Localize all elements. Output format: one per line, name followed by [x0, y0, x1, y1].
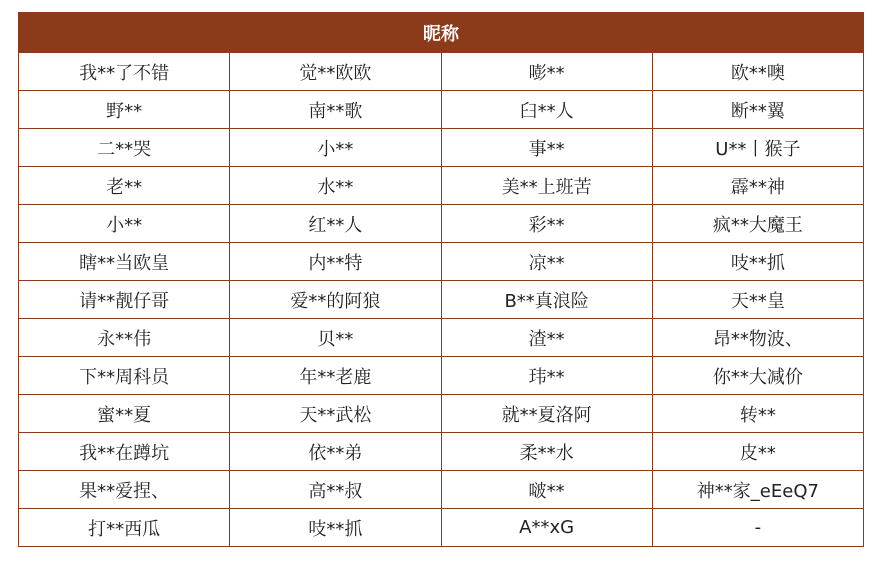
table-cell: 霹**神 — [652, 167, 863, 205]
table-header-title: 昵称 — [19, 13, 864, 53]
table-row — [19, 91, 864, 129]
table-row — [19, 205, 864, 243]
table-cell: 吱**抓 — [652, 243, 863, 281]
table-cell: 凉** — [441, 243, 652, 281]
table-cell: 玮** — [441, 357, 652, 395]
table-cell: 转** — [652, 395, 863, 433]
table-cell: 天**皇 — [652, 281, 863, 319]
table-cell: 永**伟 — [19, 319, 230, 357]
table-row — [19, 53, 864, 91]
table-cell: 二**哭 — [19, 129, 230, 167]
table-cell: 蜜**夏 — [19, 395, 230, 433]
table-row — [19, 471, 864, 509]
table-cell: 啵** — [441, 471, 652, 509]
table-cell: 小** — [19, 205, 230, 243]
table-cell: 瞎**当欧皇 — [19, 243, 230, 281]
table-row — [19, 509, 864, 547]
table-cell: 嘭** — [441, 53, 652, 91]
nickname-table — [18, 12, 864, 547]
table-cell: 吱**抓 — [230, 509, 441, 547]
table-cell: 美**上班苦 — [441, 167, 652, 205]
table-cell: 下**周科员 — [19, 357, 230, 395]
table-cell: 就**夏洛阿 — [441, 395, 652, 433]
table-cell: 果**爱捏、 — [19, 471, 230, 509]
table-cell: 南**歌 — [230, 91, 441, 129]
table-row — [19, 433, 864, 471]
table-cell: 请**靓仔哥 — [19, 281, 230, 319]
table-cell: B**真浪险 — [441, 281, 652, 319]
table-cell: 小** — [230, 129, 441, 167]
table-row — [19, 319, 864, 357]
table-cell: A**xG — [441, 509, 652, 547]
table-body — [19, 53, 864, 547]
table-cell: 昂**物波、 — [652, 319, 863, 357]
table-cell: 红**人 — [230, 205, 441, 243]
table-cell: 渣** — [441, 319, 652, 357]
table-cell: 你**大减价 — [652, 357, 863, 395]
table-cell: - — [652, 509, 863, 547]
table-cell: 老** — [19, 167, 230, 205]
table-header-row — [19, 13, 864, 53]
table-cell: 贝** — [230, 319, 441, 357]
table-cell: U**丨猴子 — [652, 129, 863, 167]
table-cell: 年**老鹿 — [230, 357, 441, 395]
table-cell: 神**家_eEeQ7 — [652, 471, 863, 509]
table-cell: 野** — [19, 91, 230, 129]
table-cell: 疯**大魔王 — [652, 205, 863, 243]
table-cell: 天**武松 — [230, 395, 441, 433]
table-cell: 依**弟 — [230, 433, 441, 471]
table-row — [19, 243, 864, 281]
table-row — [19, 395, 864, 433]
nickname-table-container — [18, 12, 864, 547]
table-cell: 内**特 — [230, 243, 441, 281]
table-cell: 欧**噢 — [652, 53, 863, 91]
table-cell: 觉**欧欧 — [230, 53, 441, 91]
table-row — [19, 357, 864, 395]
table-cell: 柔**水 — [441, 433, 652, 471]
table-cell: 爱**的阿狼 — [230, 281, 441, 319]
table-cell: 臼**人 — [441, 91, 652, 129]
table-cell: 事** — [441, 129, 652, 167]
table-cell: 打**西瓜 — [19, 509, 230, 547]
table-cell: 皮** — [652, 433, 863, 471]
table-cell: 水** — [230, 167, 441, 205]
table-cell: 彩** — [441, 205, 652, 243]
table-cell: 断**翼 — [652, 91, 863, 129]
table-cell: 我**在蹲坑 — [19, 433, 230, 471]
table-row — [19, 281, 864, 319]
table-cell: 我**了不错 — [19, 53, 230, 91]
table-row — [19, 167, 864, 205]
table-cell: 高**叔 — [230, 471, 441, 509]
table-row — [19, 129, 864, 167]
